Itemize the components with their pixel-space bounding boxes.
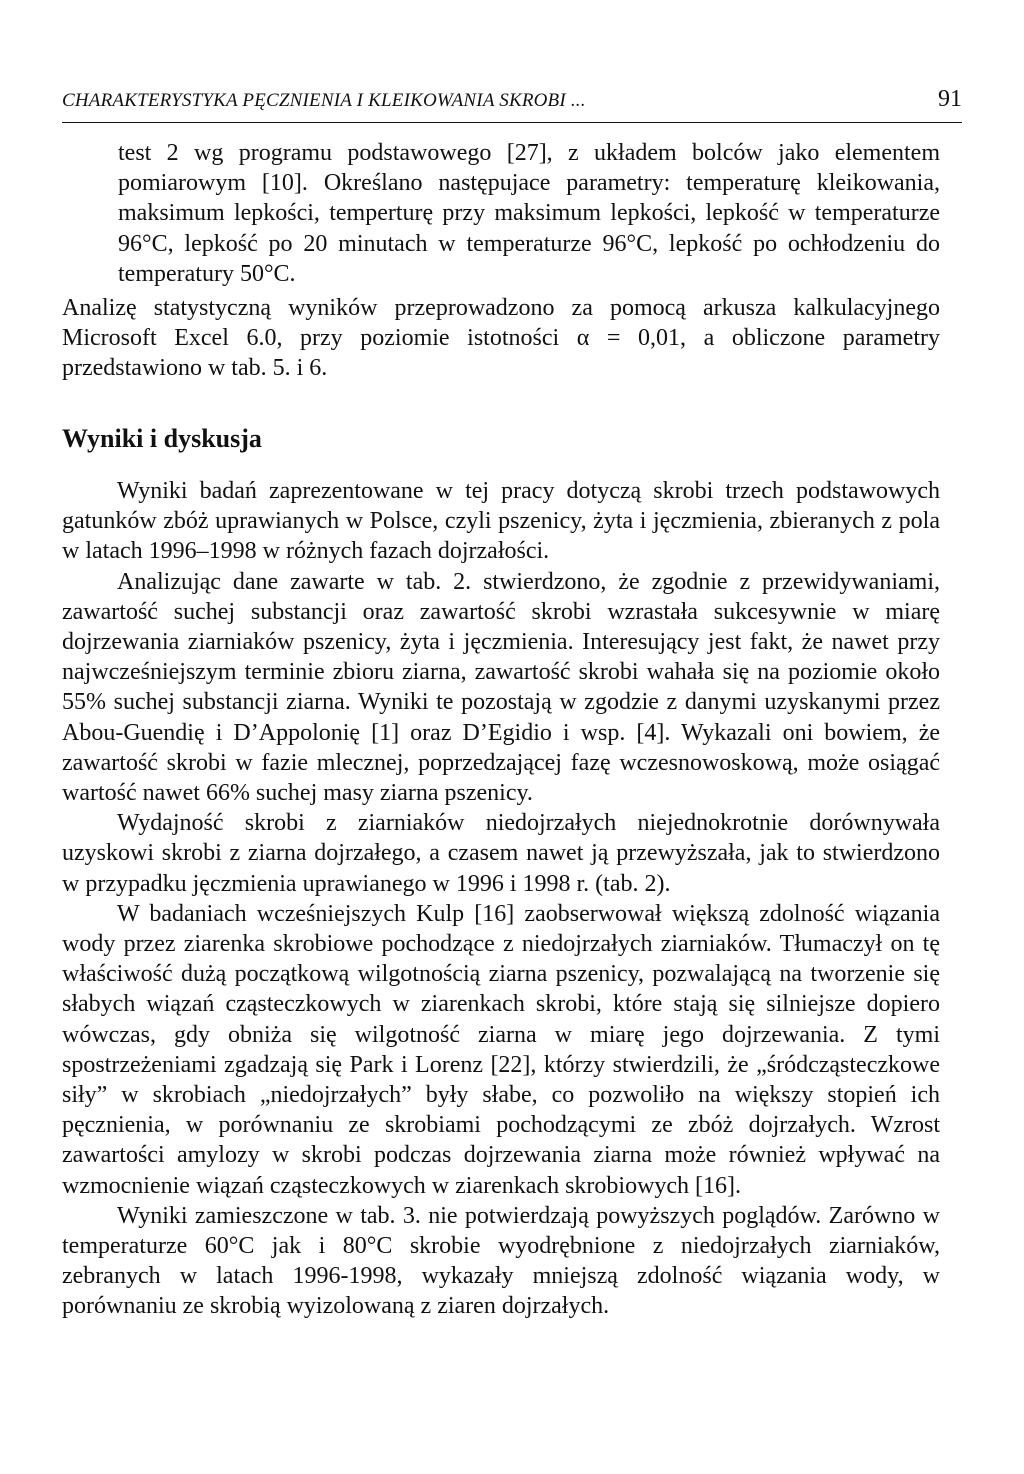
paragraph: W badaniach wcześniejszych Kulp [16] zaobserwował większą zdolność wiązania wody przez ziarenka skrobiowe pochodzące z niedojrzałych ziarniaków. Tłumaczył on tę właściwość dużą początkową wilgotnością ziarna pszenicy, pozwalającą na tworzenie się słabych wiązań cząsteczkowych w ziarenkach skrobi, które stają się silniejsze dopiero wówczas, gdy obniża się wilgotność ziarna w miarę jego dojrzewania. Z tymi spostrzeżeniami zgadzają się Park i Lorenz [22], którzy stwierdzili, że „śródcząsteczkowe siły” w skrobiach „niedojrzałych” były słabe, co pozwoliło na większy stopień ich pęcznienia, w porównaniu ze skrobiami pochodzącymi ze zbóż dojrzałych. Wzrost zawartości amylozy w skrobi podczas dojrzewania ziarna może również wpływać na wzmocnienie wiązań cząsteczkowych w ziarenkach skrobiowych [16]. [62,900,940,1199]
results-section-body [62,476,940,1322]
method-continuation-paragraph [118,138,940,289]
page-number: 91 [938,86,962,112]
paragraph: Analizę statystyczną wyników przeprowadzono za pomocą arkusza kalkulacyjnego Microsoft Excel 6.0, przy poziomie istotności α = 0,01, a obliczone parametry przedstawiono w tab. 5. i 6. [62,295,940,382]
running-header [62,86,962,123]
paragraph: test 2 wg programu podstawowego [27], z układem bolców jako elementem pomiarowym [10]. Określano następujace parametry: temperaturę kleikowania, maksimum lepkości, temperturę przy maksimum lepkości, lepkość w temperaturze 96°C, lepkość po 20 minutach w temperaturze 96°C, lepkość po ochłodzeniu do temperatury 50°C. [118,140,940,287]
paragraph: Wyniki badań zaprezentowane w tej pracy dotyczą skrobi trzech podstawowych gatunków zbóż uprawianych w Polsce, czyli pszenicy, żyta i jęczmienia, zbieranych z pola w latach 1996–1998 w różnych fazach dojrzałości. [62,478,940,565]
section-heading: Wyniki i dyskusja [62,424,262,453]
paragraph: Wydajność skrobi z ziarniaków niedojrzałych niejednokrotnie dorównywała uzyskowi skrobi z ziarna dojrzałego, a czasem nawet ją przewyższała, jak to stwierdzono w przypadku jęczmienia uprawianego w 1996 i 1998 r. (tab. 2). [62,810,940,897]
paragraph: Wyniki zamieszczone w tab. 3. nie potwierdzają powyższych poglądów. Zarówno w temperaturze 60°C jak i 80°C skrobie wyodrębnione z niedojrzałych ziarniaków, zebranych w latach 1996-1998, wykazały mniejszą zdolność wiązania wody, w porównaniu ze skrobią wyizolowaną z ziaren dojrzałych. [62,1202,940,1320]
running-header-title: CHARAKTERYSTYKA PĘCZNIENIA I KLEIKOWANIA SKROBI ... [62,90,586,111]
paragraph: Analizując dane zawarte w tab. 2. stwierdzono, że zgodnie z przewidywaniami, zawartość suchej substancji oraz zawartość skrobi wzrastała sukcesywnie w miarę dojrzewania ziarniaków pszenicy, żyta i jęczmienia. Interesujący jest fakt, że nawet przy najwcześniejszym terminie zbioru ziarna, zawartość skrobi wahała się na poziomie około 55% suchej substancji ziarna. Wyniki te pozostają w zgodzie z danymi uzyskanymi przez Abou-Guendię i D’Appolonię [1] oraz D’Egidio i wsp. [4]. Wykazali oni bowiem, że zawartość skrobi w fazie mlecznej, poprzedzającej fazę wczesnowoskową, może osiągać wartość nawet 66% suchej masy ziarna pszenicy. [62,568,940,807]
statistics-paragraph [62,293,940,384]
